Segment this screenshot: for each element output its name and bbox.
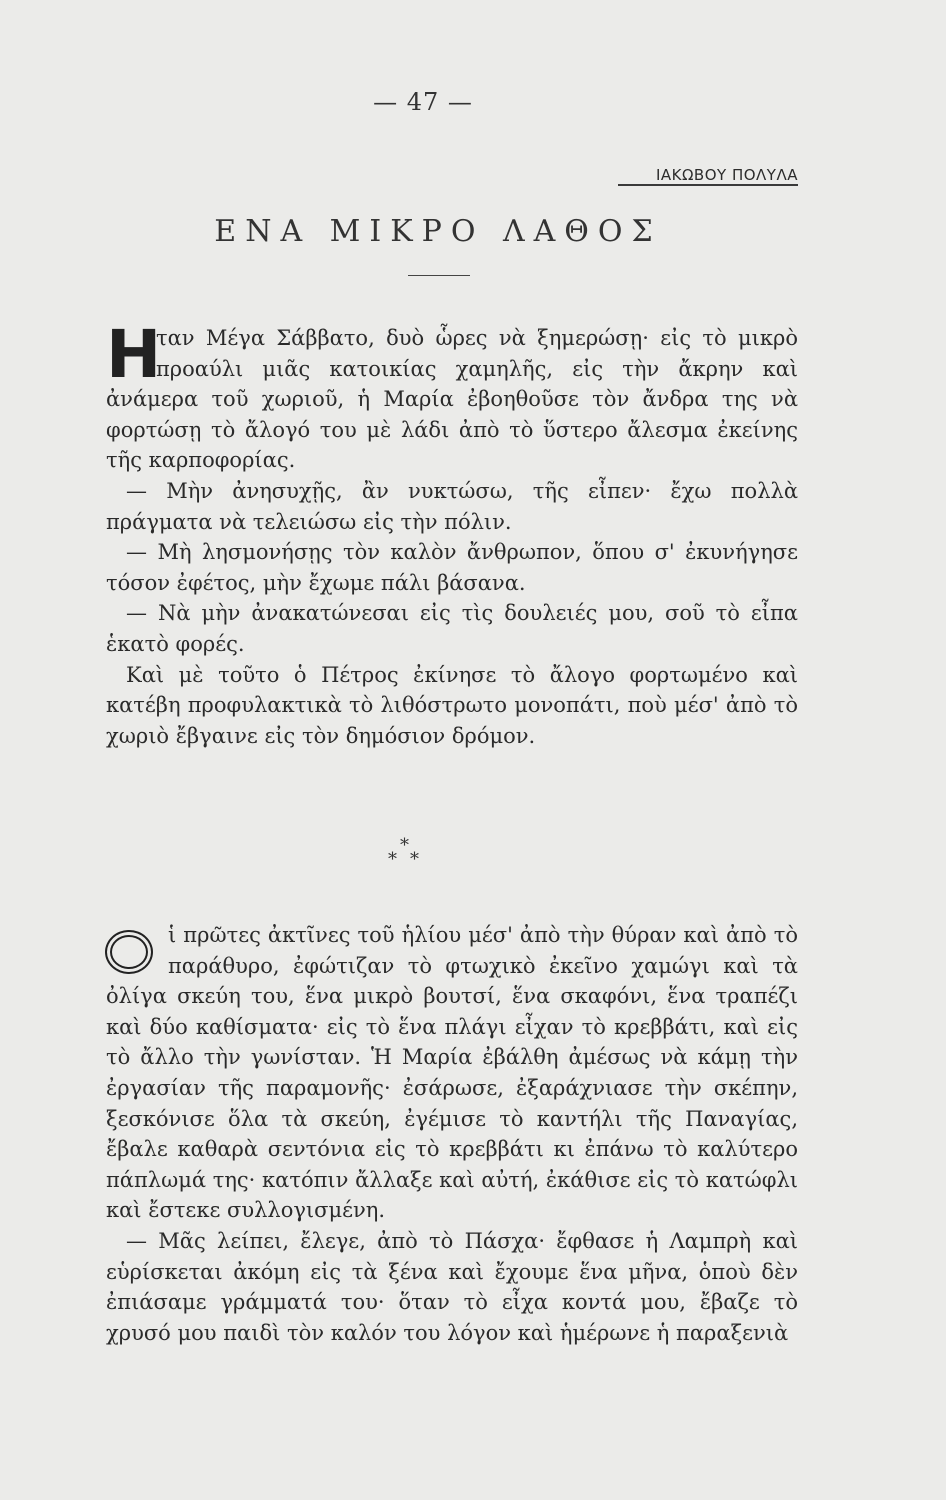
dropcap-omicron: [100, 924, 158, 980]
asterisk: *: [388, 849, 397, 870]
opening-paragraph-text: ταν Μέγα Σάββατο, δυὸ ὧρες νὰ ξημερώσῃ· εἰς τὸ μικρὸ προαύλι μιᾶς κατοικίας χαμηλῆς, εἰς τὴν ἄκρην καὶ ἀνάμερα τοῦ χωριοῦ, ἡ Μαρία ἐβοηθοῦσε τὸν ἄνδρα της νὰ φορτώσῃ τὸ ἄλογό του μὲ λάδι ἀπὸ τὸ ὕστερο ἄλεσμα ἐκείνης τῆς καρποφορίας.: [106, 326, 798, 473]
dropcap-eta: Η: [106, 316, 162, 393]
paragraph: Καὶ μὲ τοῦτο ὁ Πέτρος ἐκίνησε τὸ ἄλογο φορτωμένο καὶ κατέβη προφυλακτικὰ τὸ λιθόστρωτο μονοπάτι, ποὺ μέσ' ἀπὸ τὸ χωριὸ ἔβγαινε εἰς τὸν δημόσιον δρόμον.: [106, 662, 798, 748]
opening-paragraph: [106, 316, 798, 476]
opening-paragraph: [106, 920, 798, 1226]
asterisk: *: [410, 849, 419, 870]
author-underline: [618, 184, 798, 186]
paragraph: — Νὰ μὴν ἀνακατώνεσαι εἰς τὶς δουλειές μου, σοῦ τὸ εἶπα ἑκατὸ φορές.: [106, 601, 798, 656]
paragraph: — Μᾶς λείπει, ἔλεγε, ἀπὸ τὸ Πάσχα· ἔφθασε ἡ Λαμπρὴ καὶ εὑρίσκεται ἀκόμη εἰς τὰ ξένα καὶ ἔχουμε ἕνα μῆνα, ὁποὺ δὲν ἐπιάσαμε γράμματά του· ὅταν τὸ εἶχα κοντά μου, ἔβαζε τὸ χρυσό μου παιδὶ τὸν καλόν του λόγον καὶ ἡμέρωνε ἡ παραξενιὰ: [106, 1228, 798, 1345]
opening-paragraph-text: ἱ πρῶτες ἀκτῖνες τοῦ ἡλίου μέσ' ἀπὸ τὴν θύραν καὶ ἀπὸ τὸ παράθυρο, ἐφώτιζαν τὸ φτωχικὸ ἐκεῖνο χαμώγι καὶ τὰ ὀλίγα σκεύη του, ἕνα μικρὸ βουτσί, ἕνα σκαφόνι, ἕνα τραπέζι καὶ δύο καθίσματα· εἰς τὸ ἕνα πλάγι εἶχαν τὸ κρεββάτι, καὶ εἰς τὸ ἄλλο τὴν γωνίσταν. Ἡ Μαρία ἐβάλθη ἀμέσως νὰ κάμῃ τὴν ἐργασίαν τῆς παραμονῆς· ἐσάρωσε, ἐξαράχνιασε τὴν σκέπην, ξεσκόνισε ὅλα τὰ σκεύη, ἐγέμισε τὸ καντήλι τῆς Παναγίας, ἔβαλε καθαρὰ σεντόνια εἰς τὸ κρεββάτι κι ἐπάνω τὸ καλύτερο πάπλωμά της· κατόπιν ἄλλαξε καὶ αὐτή, ἐκάθισε εἰς τὸ κατώφλι καὶ ἔστεκε συλλογισμένη.: [106, 923, 799, 1223]
title-rule: [408, 275, 470, 276]
section-one: [106, 316, 798, 751]
story-title: ΕΝΑ ΜΙΚΡΟ ΛΑΘΟΣ: [214, 214, 662, 249]
author-name: ΙΑΚΩΒΟΥ ΠΟΛΥΛΑ: [655, 166, 798, 184]
asterisk: *: [400, 835, 409, 856]
section-two: [106, 920, 798, 1348]
paragraph: — Μὴ λησμονήσῃς τὸν καλὸν ἄνθρωπον, ὅπου σ' ἐκυνήγησε τόσον ἐφέτος, μὴν ἔχωμε πάλι βάσανα.: [106, 540, 798, 595]
section-break-asterism: [380, 835, 440, 875]
page-number: — 47 —: [373, 88, 473, 116]
paragraph: — Μὴν ἀνησυχῇς, ἂν νυκτώσω, τῆς εἶπεν· ἔχω πολλὰ πράγματα νὰ τελειώσω εἰς τὴν πόλιν.: [106, 478, 798, 534]
